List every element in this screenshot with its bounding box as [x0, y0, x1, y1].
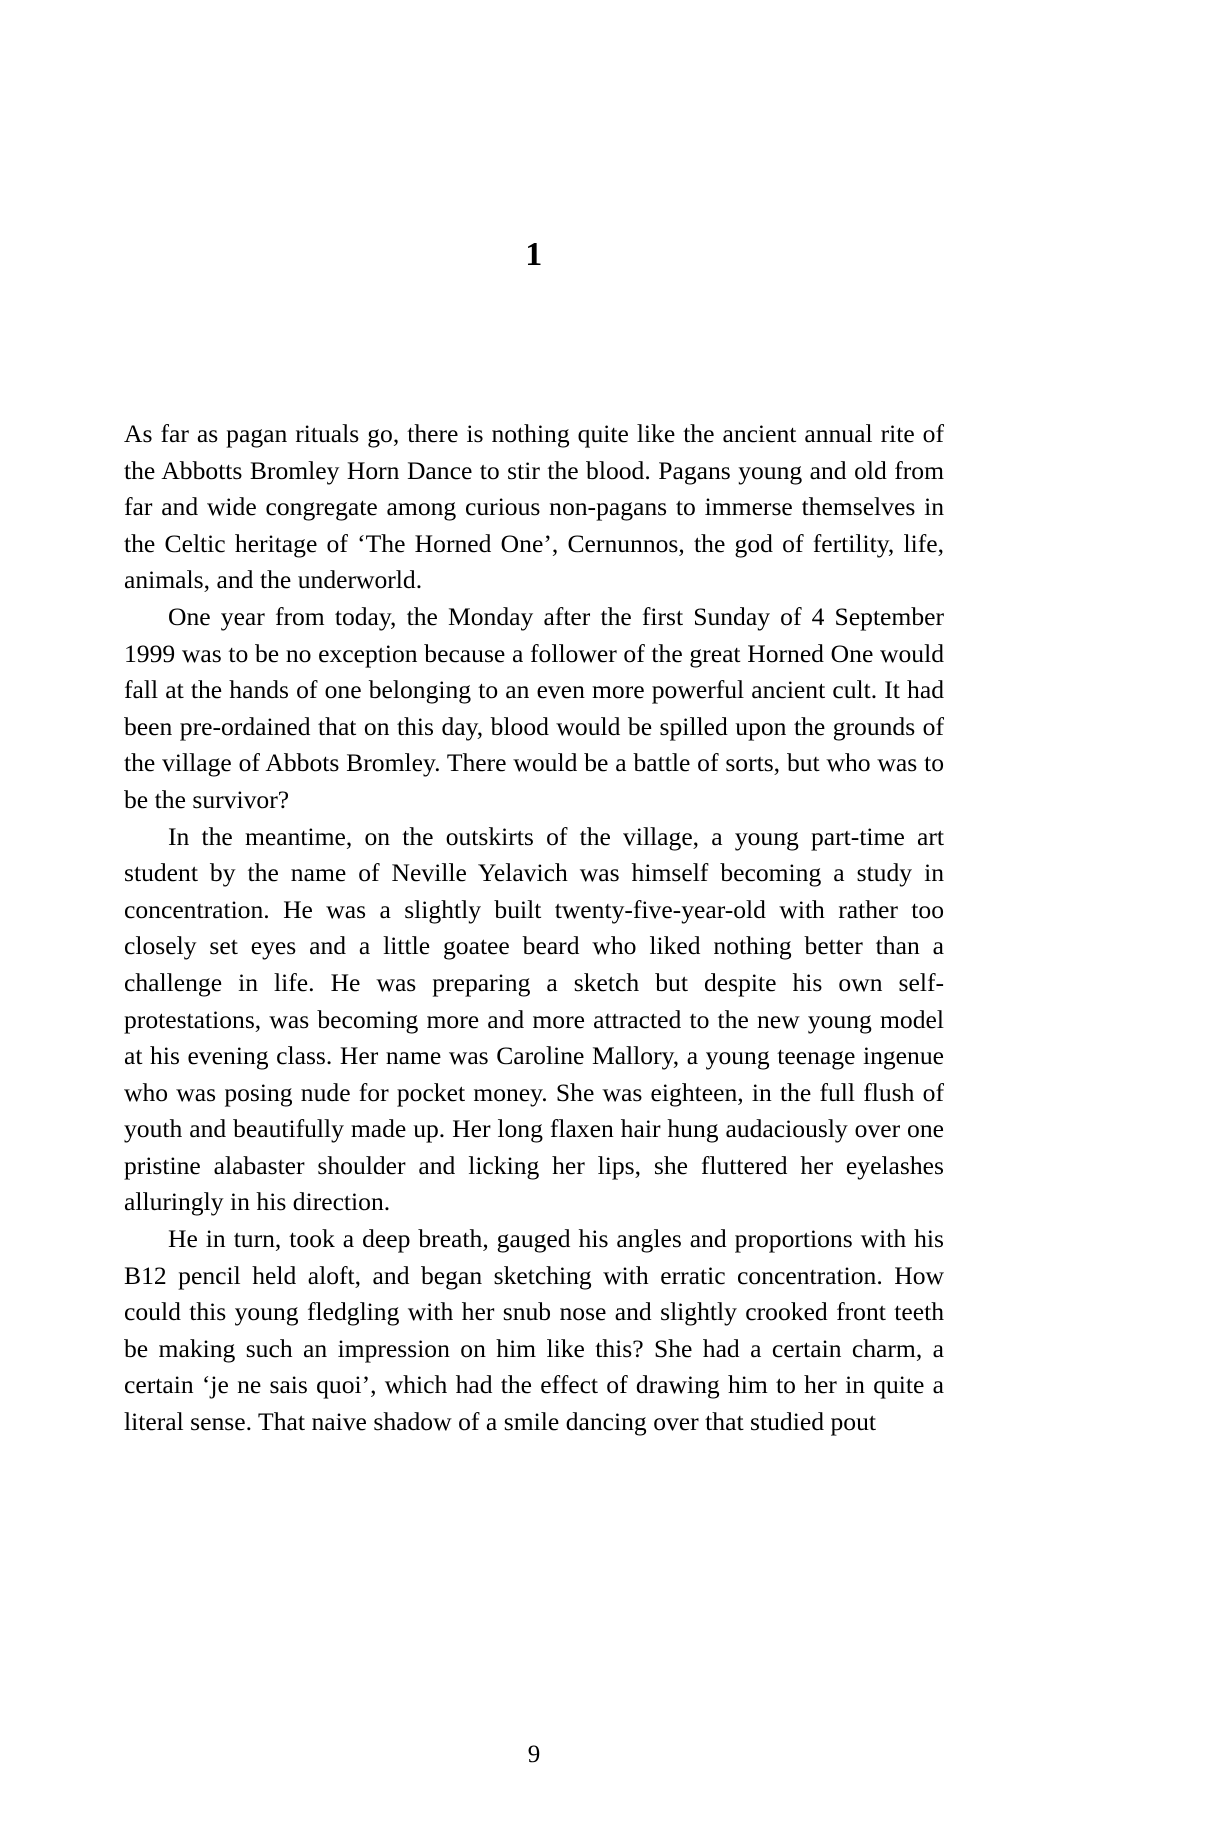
chapter-number-heading: 1: [525, 236, 543, 273]
paragraph-1: As far as pagan rituals go, there is nothing quite like the ancient annual rite of the Abbotts Bromley Horn Dance to stir the blood. Pagans young and old from far and wide congregate among curious non-pagans to immerse themselves in the Celtic heritage of ‘The Horned One’, Cernunnos, the god of fertility, life, animals, and the underworld.: [124, 419, 944, 595]
page-content-area: [124, 0, 944, 1842]
paragraph-2: One year from today, the Monday after the first Sunday of 4 September 1999 was to be no exception because a follower of the great Horned One would fall at the hands of one belonging to an even more powerful ancient cult. It had been pre-ordained that on this day, blood would be spilled upon the grounds of the village of Abbots Bromley. There would be a battle of sorts, but who was to be the survivor?: [124, 601, 944, 814]
body-text-block: [124, 416, 944, 1441]
page-number-footer: 9: [527, 1741, 541, 1768]
paragraph-3: In the meantime, on the outskirts of the village, a young part-time art student by the name of Neville Yelavich was himself becoming a study in concentration. He was a slightly built twenty-five-year-old with rather too closely set eyes and a little goatee beard who liked nothing better than a challenge in life. He was preparing a sketch but despite his own self-protestations, was becoming more and more attracted to the new young model at his evening class. Her name was Caroline Mallory, a young teenage ingenue who was posing nude for pocket money. She was eighteen, in the full flush of youth and beautifully made up. Her long flaxen hair hung audaciously over one pristine alabaster shoulder and licking her lips, she fluttered her eyelashes alluringly in his direction.: [124, 821, 944, 1217]
paragraph-4: He in turn, took a deep breath, gauged his angles and proportions with his B12 pencil held aloft, and began sketching with erratic concentration. How could this young fledgling with her snub nose and slightly crooked front teeth be making such an impression on him like this? She had a certain charm, a certain ‘je ne sais quoi’, which had the effect of drawing him to her in quite a literal sense. That naive shadow of a smile dancing over that studied pout: [124, 1224, 944, 1437]
